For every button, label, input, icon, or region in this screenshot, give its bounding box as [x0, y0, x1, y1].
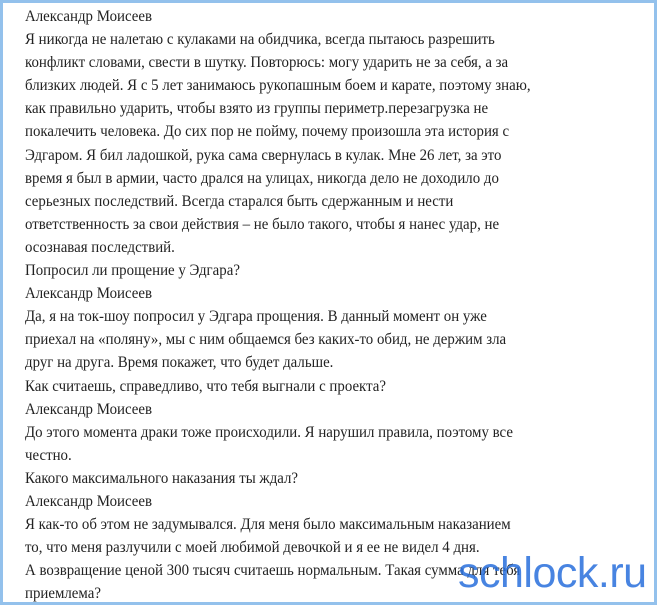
interview-text [25, 5, 569, 605]
text-line: друг на друга. Время покажет, что будет дальше. [25, 354, 334, 372]
text-line: Александр Моисеев [25, 285, 153, 303]
text-line: приехал на «поляну», мы с ним общаемся без каких-то обид, не держим зла [25, 331, 507, 349]
text-line: Я как-то об этом не задумывался. Для меня было максимальным наказанием [25, 516, 511, 534]
text-line: приемлема? [25, 585, 101, 603]
text-line: Александр Моисеев [25, 400, 153, 418]
text-line: Эдгаром. Я бил ладошкой, рука сама свернулась в кулак. Мне 26 лет, за это [25, 146, 502, 164]
text-line: Да, я на ток-шоу попросил у Эдгара прощения. В данный момент он уже [25, 308, 487, 326]
text-line: покалечить человека. До сих пор не пойму, почему произошла эта история с [25, 123, 510, 141]
text-line: Александр Моисеев [25, 8, 153, 25]
text-line: Александр Моисеев [25, 492, 153, 510]
text-line: то, что меня разлучили с моей любимой девочкой и я ее не видел 4 дня. [25, 539, 480, 557]
text-line: ответственность за свои действия – не было такого, чтобы я нанес удар, не [25, 215, 500, 233]
text-line: честно. [25, 446, 72, 464]
text-line: серьезных последствий. Всегда старался быть сдержанным и нести [25, 192, 454, 210]
text-line: До этого момента драки тоже происходили. Я нарушил правила, поэтому все [25, 423, 513, 441]
text-line: конфликт словами, свести в шутку. Повторюсь: могу ударить не за себя, а за [25, 54, 509, 72]
text-line: Я никогда не налетаю с кулаками на обидчика, всегда пытаюсь разрешить [25, 31, 495, 49]
text-line: близких людей. Я с 5 лет занимаюсь рукопашным боем и карате, поэтому знаю, [25, 77, 531, 95]
text-line: А возвращение ценой 300 тысяч считаешь нормальным. Такая сумма для тебя [25, 562, 521, 580]
text-line: осознавая последствий. [25, 238, 175, 256]
text-line: Попросил ли прощение у Эдгара? [25, 262, 240, 280]
text-line: время я был в армии, часто дрался на улицах, никогда дело не доходило до [25, 169, 499, 187]
text-line: как правильно ударить, чтобы взято из группы периметр.перезагрузка не [25, 100, 489, 118]
text-line: Как считаешь, справедливо, что тебя выгнали с проекта? [25, 377, 386, 395]
text-line: Какого максимального наказания ты ждал? [25, 469, 299, 487]
watermark-logo: schlock.ru [458, 549, 647, 597]
